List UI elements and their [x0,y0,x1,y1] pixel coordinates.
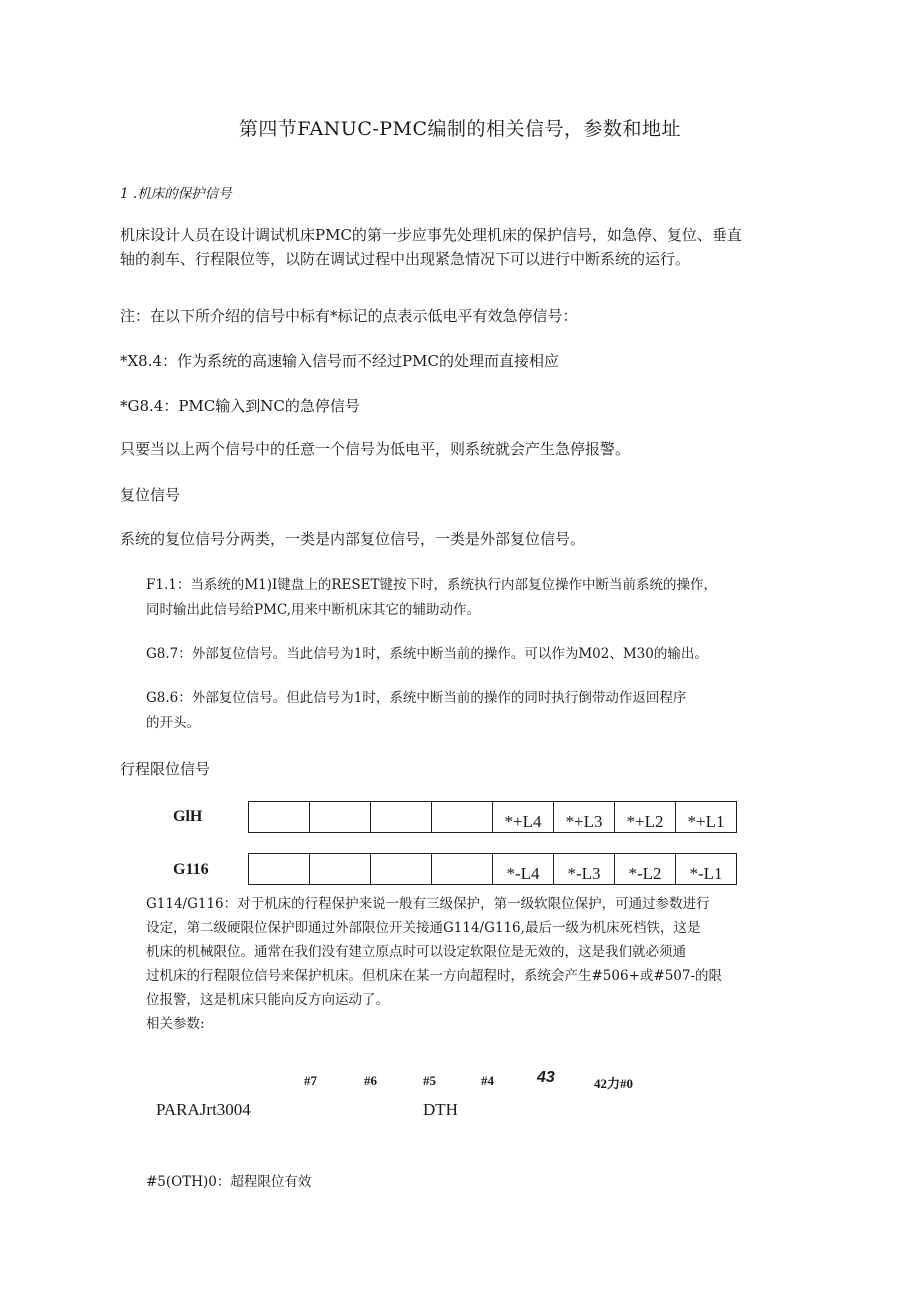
g86-line-2: 的开头。 [146,715,200,731]
g114-bit-2: *+L3 [554,802,615,833]
g114-bit-3: *+L4 [493,802,554,833]
note-paragraph: 注：在以下所介绍的信号中标有*标记的点表示低电平有效急停信号： [120,307,578,325]
bit-header-3: 43 [537,1069,555,1086]
f11-line-1: F1.1：当系统的M1)I键盘上的RESET键按下时，系统执行内部复位操作中断当前系统的操作， [146,577,717,593]
g116-bit-3: *-L4 [493,854,554,885]
g114-signal-table [248,801,737,833]
limit-heading: 行程限位信号 [120,760,211,778]
g114-bit-1: *+L2 [615,802,676,833]
related-params-label: 相关参数: [146,1016,205,1032]
g116-bit-1: *-L2 [615,854,676,885]
f11-line-2: 同时输出此信号给PMC,用来中断机床其它的辅助动作。 [146,602,481,618]
g114-bit-5 [371,802,432,833]
limit-desc-line-5: 位报警，这是机床只能向反方向运动了。 [146,992,389,1008]
reset-intro: 系统的复位信号分两类，一类是内部复位信号，一类是外部复位信号。 [120,530,586,548]
g114-bit-0: *+L1 [676,802,737,833]
g87-line: G8.7：外部复位信号。当此信号为1时，系统中断当前的操作。可以作为M02、M30的输出。 [146,646,708,662]
bit-header-7: #7 [304,1073,317,1088]
limit-desc-line-1: G114/G116：对于机床的行程保护来说一般有三级保护，第一级软限位保护，可通过参数进行 [146,896,710,912]
oth-note: #5(OTH)0：超程限位有效 [146,1174,312,1190]
limit-desc-line-3: 机床的机械限位。通常在我们没有建立原点时可以设定软限位是无效的，这是我们就必须通 [146,944,686,960]
g116-signal-table [248,853,737,885]
intro-paragraph-line-1: 机床设计人员在设计调试机床PMC的第一步应事先处理机床的保护信号，如急停、复位、垂直 [120,226,742,244]
g116-row-label: G116 [173,861,209,878]
g116-bit-6 [310,854,371,885]
table-row [249,802,737,833]
section-heading-protection: 1 .机床的保护信号 [120,186,232,202]
g116-bit-4 [432,854,493,885]
param-3004-name: PARAJrt3004 [156,1100,251,1119]
reset-heading: 复位信号 [120,486,181,504]
g116-bit-2: *-L3 [554,854,615,885]
g86-line-1: G8.6：外部复位信号。但此信号为1时，系统中断当前的操作的同时执行倒带动作返回程序 [146,690,687,706]
intro-paragraph-line-2: 轴的刹车、行程限位等，以防在调试过程中出现紧急情况下可以进行中断系统的运行。 [120,250,691,268]
g114-bit-7 [249,802,310,833]
bit-header-2-1-0: 42力#0 [594,1076,634,1091]
table-row [249,854,737,885]
page-title: 第四节FANUC-PMC编制的相关信号，参数和地址 [238,118,682,140]
bit-header-5: #5 [423,1073,436,1088]
limit-desc-line-4: 过机床的行程限位信号来保护机床。但机床在某一方向超程时，系统会产生#506+或#507-的限 [146,968,723,984]
estop-g84-line: *G8.4：PMC输入到NC的急停信号 [120,397,360,415]
limit-desc-line-2: 设定，第二级硬限位保护即通过外部限位开关接通G114/G116,最后一级为机床死档铁，这是 [146,920,701,936]
estop-x84-line: *X8.4：作为系统的高速输入信号而不经过PMC的处理而直接相应 [120,352,559,370]
g116-bit-7 [249,854,310,885]
g114-bit-6 [310,802,371,833]
g116-bit-0: *-L1 [676,854,737,885]
g114-bit-4 [432,802,493,833]
g116-bit-5 [371,854,432,885]
param-3004-bit5-oth: DTH [423,1100,458,1119]
bit-header-4: #4 [481,1073,494,1088]
bit-header-6: #6 [364,1073,377,1088]
g114-row-label: GlH [173,808,203,825]
estop-summary: 只要当以上两个信号中的任意一个信号为低电平，则系统就会产生急停报警。 [120,440,631,458]
